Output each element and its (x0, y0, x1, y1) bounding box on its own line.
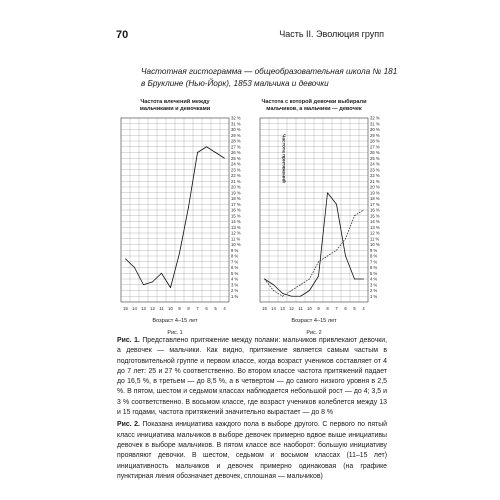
chart-title-line: мальчиками и девочками (139, 106, 211, 112)
y-tick-label: 19 % (231, 190, 241, 196)
data-point (152, 282, 153, 283)
y-tick-label: 25 % (370, 155, 380, 161)
x-tick-label: 10 (168, 306, 173, 311)
y-tick-label: 16 % (370, 207, 380, 213)
data-point (125, 259, 126, 260)
data-point (345, 256, 346, 257)
y-tick-label: 13 % (370, 224, 380, 230)
data-point (309, 279, 310, 280)
data-point (161, 273, 162, 274)
x-axis-label: Возраст 4–15 лет (291, 318, 337, 324)
y-tick-label: 29 % (370, 132, 380, 138)
y-tick-label: 15 % (370, 213, 380, 219)
data-point (327, 256, 328, 257)
x-tick-label: 12 (150, 306, 155, 311)
data-point (224, 158, 225, 159)
figure-label: Рис. 1 (167, 330, 183, 336)
y-tick-label: 16 % (231, 207, 241, 213)
figure-label: Рис. 2 (306, 330, 322, 336)
y-tick-label: 8 % (370, 253, 378, 259)
data-point (300, 296, 301, 297)
data-point (215, 152, 216, 153)
page-number: 70 (116, 29, 129, 41)
x-tick-label: 5 (214, 306, 217, 311)
data-point (273, 284, 274, 285)
x-tick-label: 6 (205, 306, 208, 311)
y-tick-label: 32 % (370, 115, 380, 121)
data-point (282, 293, 283, 294)
y-tick-label: 4 % (231, 276, 239, 282)
x-tick-label: 14 (132, 306, 137, 311)
y-tick-label: 27 % (231, 144, 241, 150)
x-tick-label: 5 (353, 306, 356, 311)
y-tick-label: 26 % (231, 150, 241, 155)
data-point (345, 238, 346, 239)
y-tick-label: 31 % (231, 121, 241, 127)
data-point (282, 296, 283, 297)
x-tick-label: 11 (159, 306, 164, 311)
y-tick-label: 5 % (370, 270, 378, 276)
y-tick-label: 7 % (231, 259, 239, 265)
data-point (336, 204, 337, 205)
data-point (318, 261, 319, 262)
y-tick-label: 10 % (231, 242, 241, 247)
data-point (327, 192, 328, 193)
fig-1-reference: Рис. 1. (117, 337, 140, 344)
y-tick-label: 11 % (231, 236, 241, 242)
y-tick-label: 28 % (231, 138, 241, 144)
y-tick-label: 22 % (370, 173, 380, 178)
y-tick-label: 1 % (231, 293, 239, 299)
y-tick-label: 1 % (370, 293, 378, 299)
data-point (179, 253, 180, 254)
data-point (354, 215, 355, 216)
y-tick-label: 2 % (231, 288, 239, 293)
y-tick-label: 9 % (231, 247, 239, 253)
y-tick-label: 28 % (370, 138, 380, 144)
x-tick-label: 7 (335, 306, 338, 311)
x-axis-label: Возраст 4–15 лет (152, 318, 198, 324)
y-tick-label: 3 % (370, 282, 378, 288)
y-tick-label: 5 % (231, 270, 239, 276)
data-point (318, 276, 319, 277)
chart-title-line: Частота с которой девочки выбирали (261, 99, 367, 105)
x-tick-label: 9 (178, 306, 181, 311)
y-tick-label: 12 % (231, 230, 241, 236)
y-tick-label: 22 % (231, 173, 241, 178)
y-tick-label: 25 % (231, 155, 241, 161)
body-text (117, 336, 387, 482)
caption-line-2: в Бруклине (Нью-Йорк), 1853 мальчика и девочки (141, 79, 329, 88)
y-tick-label: 8 % (231, 253, 239, 259)
paragraph-1-text: Представлено притяжение между полами: мальчиков привлекают девочки, а девочек — мальчики. Как видно, притяжение является самым частым в подготовительной группе и первом классе, когда возраст учеников составляет от 4 до 7 лет: 25 и 27 % соответственно. Во втором классе частота притяжений падает до 16,5 %, в третьем — до 8,5 %, а в четвертом — до самого низкого уровня в 2,5 %. В пятом, шестом и седьмом классах наблюдается небольшой рост — до 4; 3,5 и 3 % соответственно. В восьмом классе, где возраст учеников колеблется между 13 и 15 годами, частота притяжений значительно вырастает — до 8 % (117, 337, 387, 417)
data-point (188, 207, 189, 208)
x-tick-label: 10 (307, 306, 312, 311)
x-tick-label: 4 (362, 306, 365, 311)
y-tick-label: 17 % (231, 201, 241, 207)
x-tick-label: 12 (289, 306, 294, 311)
y-tick-label: 24 % (370, 161, 380, 167)
data-point (143, 284, 144, 285)
data-point (300, 284, 301, 285)
y-tick-label: 14 % (370, 219, 380, 224)
fig-2-reference: Рис. 2. (117, 421, 140, 429)
y-tick-label: 15 % (231, 213, 241, 219)
y-tick-label: 26 % (370, 150, 380, 155)
x-tick-label: 8 (187, 306, 190, 311)
y-tick-label: 29 % (231, 132, 241, 138)
y-tick-label: 9 % (370, 247, 378, 253)
data-point (291, 290, 292, 291)
data-point (363, 279, 364, 280)
chart-fig-2 (256, 96, 388, 336)
data-point (336, 250, 337, 251)
y-tick-label: 3 % (231, 282, 239, 288)
y-tick-label: 30 % (231, 127, 241, 132)
y-tick-label: 4 % (370, 276, 378, 282)
y-tick-label: 20 % (231, 184, 241, 190)
y-tick-label: 6 % (370, 265, 378, 270)
vertical-annotation: Частота притяжений (280, 134, 286, 183)
x-tick-label: 14 (271, 306, 276, 311)
y-tick-label: 7 % (370, 259, 378, 265)
y-tick-label: 10 % (370, 242, 380, 247)
x-tick-label: 11 (298, 306, 303, 311)
x-tick-label: 13 (280, 306, 285, 311)
chart-title-line: Частота влечений между (140, 99, 210, 105)
data-point (291, 296, 292, 297)
y-tick-label: 17 % (370, 201, 380, 207)
data-point (363, 210, 364, 211)
y-tick-label: 14 % (231, 219, 241, 224)
data-point (134, 267, 135, 268)
y-tick-label: 32 % (231, 115, 241, 121)
y-tick-label: 21 % (370, 178, 380, 184)
x-tick-label: 15 (123, 306, 128, 311)
y-tick-label: 31 % (370, 121, 380, 127)
y-tick-label: 2 % (370, 288, 378, 293)
y-tick-label: 18 % (370, 196, 380, 201)
y-tick-label: 24 % (231, 161, 241, 167)
data-point (354, 279, 355, 280)
paragraph-fig-1 (117, 336, 387, 418)
running-header: Часть II. Эволюция групп (279, 29, 384, 39)
x-tick-label: 9 (317, 306, 320, 311)
y-tick-label: 6 % (231, 265, 239, 270)
data-point (170, 287, 171, 288)
x-tick-label: 13 (141, 306, 146, 311)
x-tick-label: 6 (344, 306, 347, 311)
y-tick-label: 23 % (231, 167, 241, 173)
figure-caption (141, 66, 401, 90)
x-tick-label: 8 (326, 306, 329, 311)
y-tick-label: 12 % (370, 230, 380, 236)
data-point (309, 290, 310, 291)
y-tick-label: 13 % (231, 224, 241, 230)
data-point (264, 279, 265, 280)
y-tick-label: 20 % (370, 184, 380, 190)
y-tick-label: 11 % (370, 236, 380, 242)
chart-title-line: мальчиков, а мальчики — девочек (266, 106, 362, 112)
y-tick-label: 23 % (370, 167, 380, 173)
x-tick-label: 15 (262, 306, 267, 311)
data-point (273, 290, 274, 291)
paragraph-fig-2 (117, 420, 387, 482)
chart-fig-1 (117, 96, 249, 336)
y-tick-label: 30 % (370, 127, 380, 132)
data-point (206, 146, 207, 147)
data-point (197, 152, 198, 153)
y-tick-label: 27 % (370, 144, 380, 150)
paragraph-2-text: Показана инициатива каждого пола в выборе другого. С первого по пятый класс инициатива мальчиков в выборе девочек примерно вдвое выше инициативы девочек в выборе мальчиков. В пятом классе все наоборот: большую инициативу проявляют девочки. В шестом, седьмом и восьмом классах (11–15 лет) инициативность мальчиков и девочек примерно одинаковая (на графике пунктирная линия обозначает девочек, сплошная — мальчиков) (117, 421, 388, 480)
caption-line-1: Частотная гистограмма — общеобразовательная школа № 181 (141, 67, 398, 76)
y-tick-label: 21 % (231, 178, 241, 184)
x-tick-label: 7 (196, 306, 199, 311)
y-tick-label: 19 % (370, 190, 380, 196)
y-tick-label: 18 % (231, 196, 241, 201)
x-tick-label: 4 (223, 306, 226, 311)
